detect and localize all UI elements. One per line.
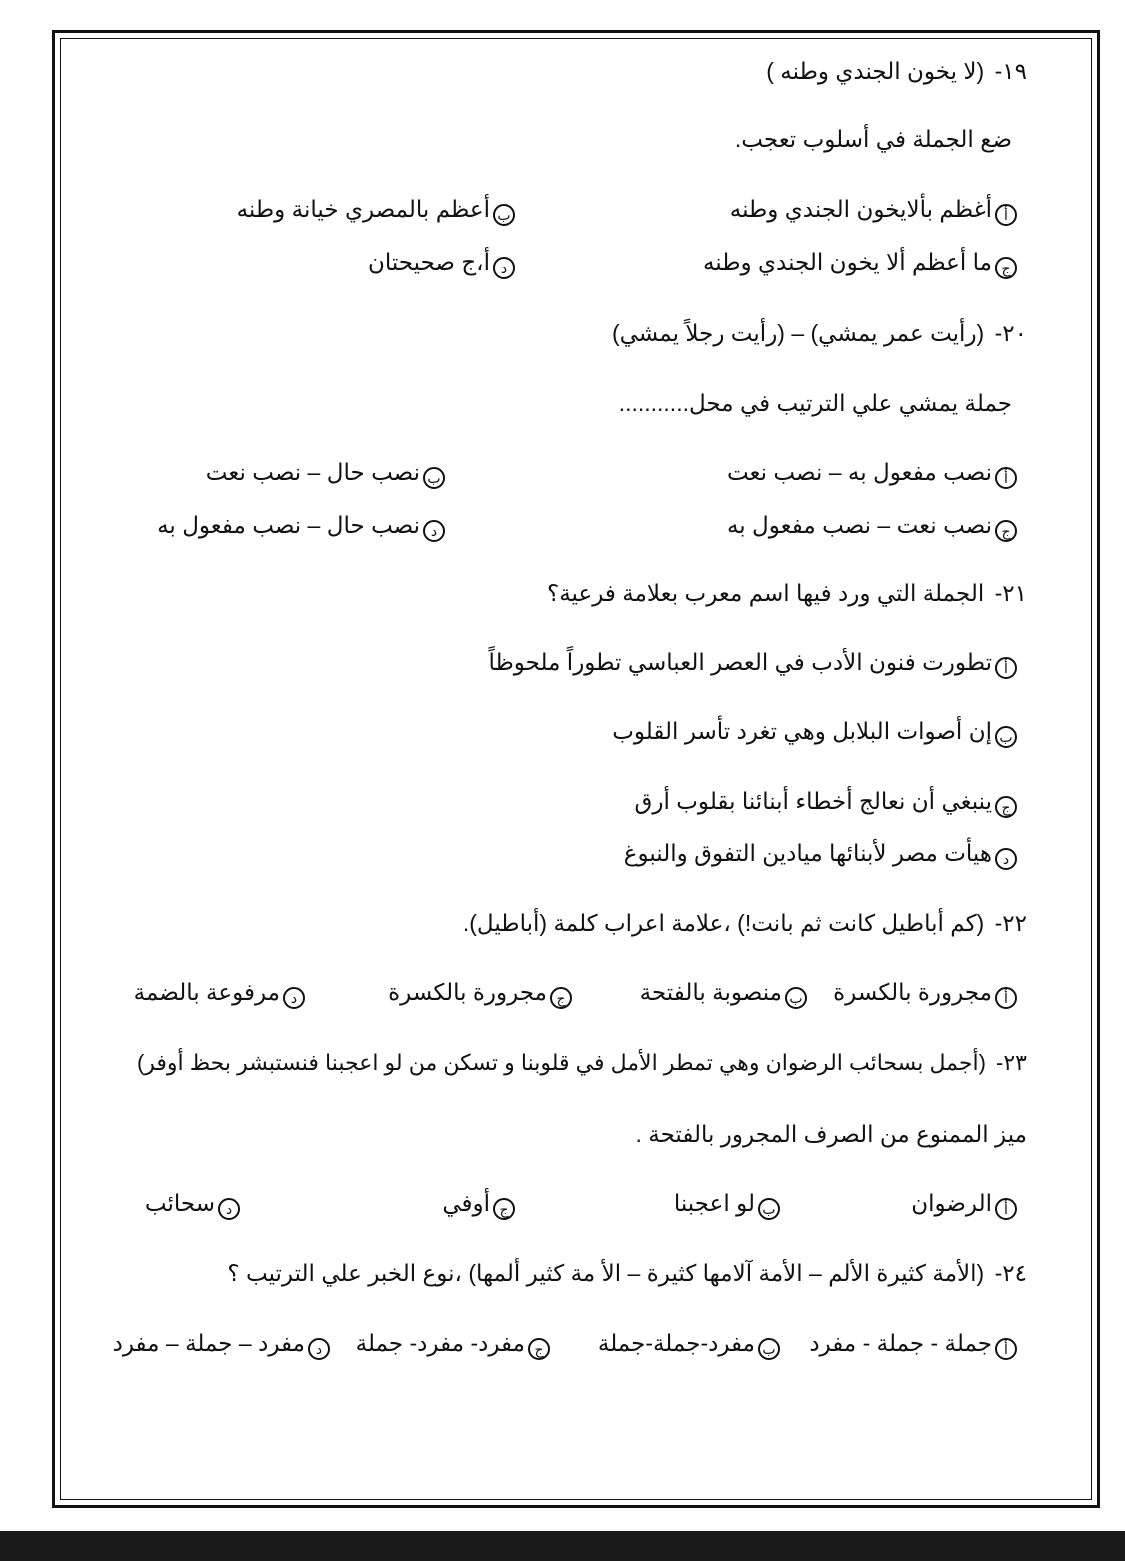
question-number: ٢٠- [994,320,1027,346]
option-text: منصوبة بالفتحة [639,979,782,1005]
option-badge: د [995,848,1017,870]
q20-option-d[interactable] [157,510,445,542]
option-text: نصب نعت – نصب مفعول به [726,512,992,538]
option-text: أغظم بألايخون الجندي وطنه [729,196,992,222]
option-badge: ب [758,1338,780,1360]
question-21 [547,578,1027,608]
q22-option-c[interactable] [388,977,572,1009]
option-badge: أ [995,204,1017,226]
option-badge: أ [995,1198,1017,1220]
option-badge: ب [785,987,807,1009]
question-19 [766,56,1027,86]
option-text: مرفوعة بالضمة [133,979,280,1005]
option-text: سحائب [144,1190,215,1216]
option-badge: د [493,257,515,279]
option-badge: ج [995,796,1017,818]
q20-option-c[interactable] [727,510,1017,542]
q23-option-c[interactable] [442,1188,515,1220]
q21-option-c[interactable] [635,786,1017,818]
option-text: نصب حال – نصب نعت [205,459,420,485]
option-text: نصب حال – نصب مفعول به [157,512,420,538]
question-19-instruction: ضع الجملة في أسلوب تعجب. [734,126,1012,152]
option-text: مجرورة بالكسرة [388,979,547,1005]
option-text: أوفي [442,1190,490,1216]
option-text: مفرد-جملة-جملة [597,1330,755,1356]
q19-option-b[interactable] [237,194,515,226]
option-text: مفرد – جملة – مفرد [112,1330,305,1356]
question-20-instruction: جملة يمشي علي الترتيب في محل........... [618,390,1012,416]
option-text: أعظم بالمصري خيانة وطنه [236,196,490,222]
q19-option-d[interactable] [368,247,515,279]
option-text: ينبغي أن نعالج أخطاء أبنائنا بقلوب أرق [634,788,992,814]
option-text: مفرد- مفرد- جملة [355,1330,525,1356]
q23-option-d[interactable] [145,1188,240,1220]
q21-option-b[interactable] [612,716,1017,748]
q24-option-b[interactable] [598,1328,780,1360]
question-text: (كم أباطيل كانت ثم بانت!) ،علامة اعراب كلمة (أباطيل). [462,910,985,936]
option-badge: أ [995,987,1017,1009]
option-text: لو اعجبنا [673,1190,755,1216]
question-24 [227,1258,1027,1288]
option-text: الرضوان [911,1190,992,1216]
option-badge: ب [758,1198,780,1220]
question-text: (أجمل بسحائب الرضوان وهي تمطر الأمل في قلوبنا و تسكن من لو اعجبنا فنستبشر بحظ أوفر) [136,1050,986,1075]
q20-option-a[interactable] [727,457,1017,489]
option-badge: ب [423,467,445,489]
option-text: هيأت مصر لأبنائها ميادين التفوق والنبوغ [623,840,992,866]
question-number: ١٩- [994,58,1027,84]
option-badge: د [308,1338,330,1360]
option-badge: ب [995,726,1017,748]
option-badge: ج [995,520,1017,542]
q24-option-c[interactable] [356,1328,550,1360]
option-text: تطورت فنون الأدب في العصر العباسي تطوراً ملحوظاً [488,649,992,675]
question-number: ٢١- [994,580,1027,606]
q24-option-a[interactable] [809,1328,1017,1360]
option-text: نصب مفعول به – نصب نعت [726,459,992,485]
question-23 [137,1048,1027,1078]
option-text: إن أصوات البلابل وهي تغرد تأسر القلوب [612,718,992,744]
q22-option-b[interactable] [640,977,807,1009]
option-badge: ج [995,257,1017,279]
question-23-instruction: ميز الممنوع من الصرف المجرور بالفتحة . [635,1121,1027,1147]
question-20 [612,318,1027,348]
option-text: ما أعظم ألا يخون الجندي وطنه [702,249,992,275]
question-number: ٢٢- [994,910,1027,936]
option-badge: أ [995,657,1017,679]
q24-option-d[interactable] [113,1328,330,1360]
option-badge: ب [493,204,515,226]
q19-option-a[interactable] [730,194,1017,226]
option-badge: أ [995,467,1017,489]
q19-option-c[interactable] [703,247,1017,279]
q20-option-b[interactable] [206,457,445,489]
option-badge: أ [995,1338,1017,1360]
question-number: ٢٤- [994,1260,1027,1286]
option-badge: د [423,520,445,542]
q22-option-a[interactable] [833,977,1017,1009]
option-badge: ج [528,1338,550,1360]
q21-option-d[interactable] [624,838,1017,870]
question-number: ٢٣- [996,1050,1027,1075]
q23-option-b[interactable] [674,1188,780,1220]
page-bottom-edge [0,1531,1125,1561]
q23-option-a[interactable] [911,1188,1017,1220]
question-text: (الأمة كثيرة الألم – الأمة آلامها كثيرة – الأ مة كثير ألمها) ،نوع الخبر علي الترتيب ؟ [227,1260,985,1286]
option-text: مجرورة بالكسرة [833,979,992,1005]
option-text: جملة - جملة - مفرد [809,1330,992,1356]
option-badge: ج [550,987,572,1009]
option-badge: ج [493,1198,515,1220]
option-badge: د [218,1198,240,1220]
q22-option-d[interactable] [134,977,305,1009]
option-text: أ،ج صحيحتان [367,249,490,275]
question-22 [463,908,1027,938]
q21-option-a[interactable] [488,647,1017,679]
option-badge: د [283,987,305,1009]
question-text: (رأيت عمر يمشي) – (رأيت رجلاً يمشي) [611,320,985,346]
question-text: الجملة التي ورد فيها اسم معرب بعلامة فرعية؟ [547,580,985,606]
question-text: (لا يخون الجندي وطنه ) [766,58,985,84]
